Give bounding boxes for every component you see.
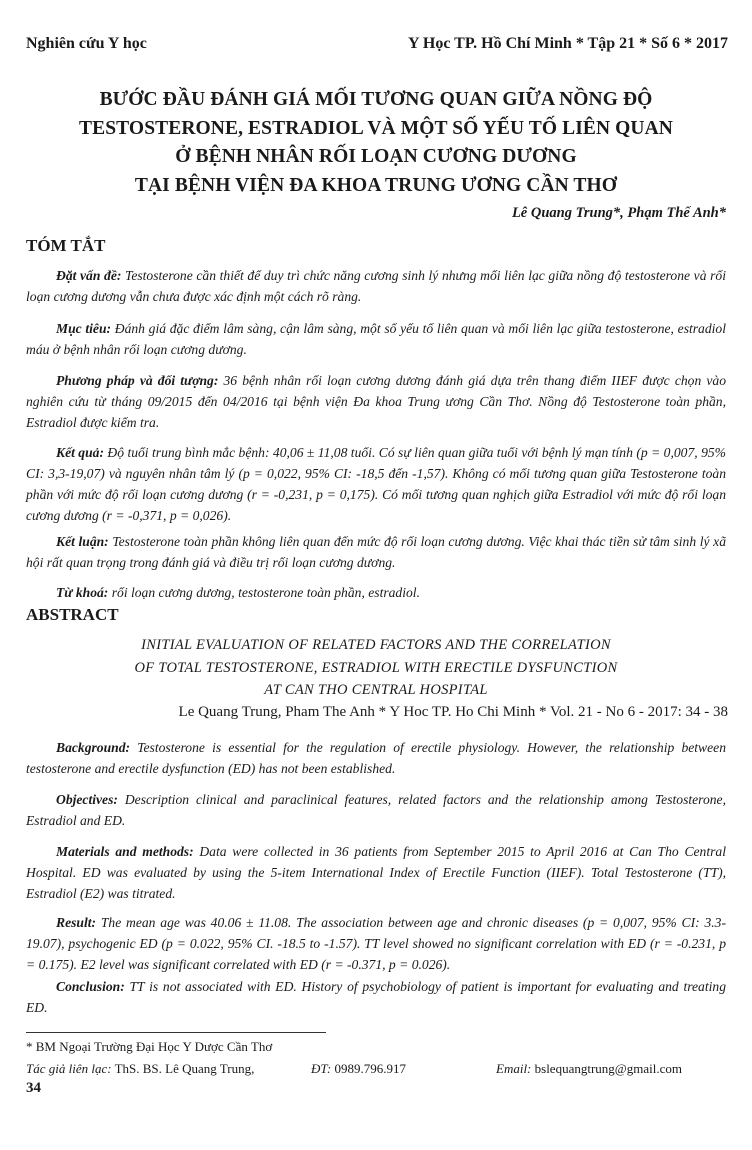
section-text: 36 bệnh nhân rối loạn cương dương đánh giá dựa trên thang điểm IIEF được chọn vào nghiên cứu từ tháng 09/2015 đến 04/2016 tại bệnh viện Đa khoa Trung ương Cần Thơ. Nồng độ Testosterone toàn phần, Estradiol được kiểm tra. [26,373,726,430]
abstract-methods [26,841,726,904]
article-title-vi [40,86,712,200]
authors-vi: Lê Quang Trung*, Phạm Thế Anh* [511,205,726,221]
section-label: Kết luận: [56,534,109,549]
section-text: The mean age was 40.06 ± 11.08. The association between age and chronic diseases (p = 0,007, 95% CI: 3.3-19.07), psychogenic ED (p = 0.022, 95% CI. -18.5 to -1.57). TT level showed no significant correlation with ED (r = -0.231, p = 0.175). E2 level was significant correlated with ED (r = -0.371, p = 0.026). [26,915,726,972]
title-line: OF TOTAL TESTOSTERONE, ESTRADIOL WITH ERECTILE DYSFUNCTION [134,659,618,676]
footnote-affiliation: * BM Ngoại Trường Đại Học Y Dược Cần Thơ [26,1039,273,1054]
title-line: BƯỚC ĐẦU ĐÁNH GIÁ MỐI TƯƠNG QUAN GIỮA NỒNG ĐỘ [99,89,653,110]
section-text: Testosterone is essential for the regulation of erectile physiology. However, the relationship between testosterone and erectile dysfunction (ED) has not been established. [26,740,726,776]
abstract-background [26,737,726,779]
abstract-results [26,912,726,975]
summary-background [26,265,726,307]
title-line: TẠI BỆNH VIỆN ĐA KHOA TRUNG ƯƠNG CẦN THƠ [134,174,618,196]
summary-results [26,442,726,526]
footnote-divider [26,1032,326,1033]
section-text: Đánh giá đặc điểm lâm sàng, cận lâm sàng, một số yếu tố liên quan và mối liên lạc giữa testosterone, estradiol máu ở bệnh nhân rối loạn cương dương. [26,321,726,357]
summary-methods [26,370,726,433]
title-line: AT CAN THO CENTRAL HOSPITAL [264,682,488,698]
abstract-conclusion [26,976,726,1018]
contact-name: ThS. BS. Lê Quang Trung, [111,1061,255,1076]
section-text: Testosterone toàn phần không liên quan đến mức độ rối loạn cương dương. Việc khai thác tiền sử tâm sinh lý xã hội rất quan trọng trong đánh giá và điều trị rối loạn cương dương. [26,534,727,570]
phone-number: 0989.796.917 [331,1061,406,1076]
section-label: Đặt vấn đề: [56,268,122,283]
section-label: Conclusion: [56,979,125,994]
section-text: Độ tuổi trung bình mắc bệnh: 40,06 ± 11,08 tuổi. Có sự liên quan giữa tuổi với bệnh lý mạn tính (p = 0,007, 95% CI: 3,3-19,07) và nguyên nhân tâm lý (p = 0,022, 95% CI: -18,5 đến -1,57). Không có mối tương quan giữa Testosterone toàn phần với mức độ rối loạn cương dương (r = -0,231, p = 0,175). Có mối tương quan nghịch giữa Estradiol với mức độ rối loạn cương dương (r = -0,371, p = 0,026). [26,445,726,523]
section-text: rối loạn cương dương, testosterone toàn phần, estradiol. [108,585,420,600]
running-header [26,35,728,53]
citation-en: Le Quang Trung, Pham The Anh * Y Hoc TP. Ho Chi Minh * Vol. 21 - No 6 - 2017: 34 - 38 [178,704,728,720]
section-label: Objectives: [56,792,118,807]
section-label: Kết quả: [56,445,104,460]
summary-objectives [26,318,726,360]
email-address: bslequangtrung@gmail.com [531,1061,683,1076]
article-title-en [26,634,726,702]
section-label: Materials and methods: [56,844,194,859]
summary-conclusion [26,531,726,573]
summary-keywords [26,582,726,603]
title-line: INITIAL EVALUATION OF RELATED FACTORS AND THE CORRELATION [141,637,611,653]
section-label: Phương pháp và đối tượng: [56,373,219,388]
journal-issue: Y Học TP. Hồ Chí Minh * Tập 21 * Số 6 * 2017 [407,35,728,52]
summary-heading: TÓM TẮT [26,236,106,255]
section-text: Data were collected in 36 patients from September 2015 to April 2016 at Can Tho Central Hospital. ED was evaluated by using the 5-item International Index of Erectile Function (IIEF). Total Testosterone (TT), Estradiol (E2) was titrated. [26,844,726,901]
title-line: TESTOSTERONE, ESTRADIOL VÀ MỘT SỐ YẾU TỐ LIÊN QUAN [79,117,673,139]
section-text: Testosterone cần thiết để duy trì chức năng cương sinh lý nhưng mối liên lạc giữa nồng độ testosterone và rối loạn cương dương vẫn chưa được xác định một cách rõ ràng. [26,268,726,304]
section-label: Background: [56,740,131,755]
phone-label: ĐT: [311,1061,332,1076]
section-text: TT is not associated with ED. History of psychobiology of patient is important for evaluating and treating ED. [26,979,726,1015]
contact-label: Tác giả liên lạc: [26,1061,112,1076]
section-label: Từ khoá: [56,585,109,600]
abstract-objectives [26,789,726,831]
abstract-heading: ABSTRACT [26,605,119,624]
contact-email [496,1061,682,1077]
title-line: Ở BỆNH NHÂN RỐI LOẠN CƯƠNG DƯƠNG [175,146,577,167]
contact-phone [311,1061,406,1077]
section-text: Description clinical and paraclinical features, related factors and the relationship among Testosterone, Estradiol and ED. [26,792,726,828]
section-label: Result: [56,915,97,930]
journal-section: Nghiên cứu Y học [26,35,147,52]
email-label: Email: [496,1061,532,1076]
page-number: 34 [26,1080,41,1096]
contact-author [26,1061,254,1077]
section-label: Mục tiêu: [56,321,112,336]
